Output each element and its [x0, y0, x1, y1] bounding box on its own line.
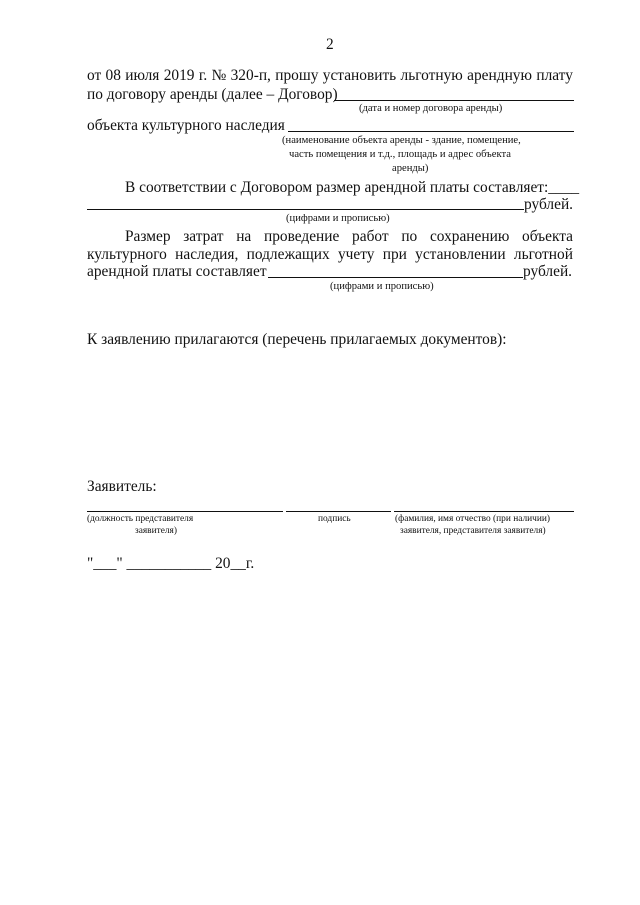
para3-line2-word: установлении — [415, 246, 506, 263]
para3-line1 — [125, 228, 573, 246]
para3-line2-word: наследия, — [175, 246, 239, 263]
para3-line2-word: льготной — [513, 246, 573, 263]
object-hint-3: аренды) — [392, 163, 429, 174]
date-day-blank[interactable]: ___ — [93, 555, 117, 572]
object-hint-2: часть помещения и т.д., площадь и адрес объекта — [289, 149, 511, 160]
date-open-quote: " — [87, 555, 94, 572]
para3-line3-start: арендной платы составляет — [87, 263, 267, 280]
para1-line1-word: прошу — [275, 67, 319, 84]
position-hint-2: заявителя) — [135, 526, 177, 536]
para1-line1-word: июля — [125, 67, 160, 84]
para1-line1-word: 320-п, — [230, 67, 271, 84]
contract-hint: (дата и номер договора аренды) — [359, 103, 503, 114]
name-blank-line[interactable] — [394, 511, 574, 512]
para1-line1-word: льготную — [400, 67, 463, 84]
object-hint-1: (наименование объекта аренды - здание, помещение, — [282, 135, 521, 146]
para2-rubles: рублей. — [524, 196, 574, 213]
para1-line3: объекта культурного наследия — [87, 117, 285, 134]
date-close-quote: " — [116, 555, 123, 572]
para3-line2-word: подлежащих — [246, 246, 330, 263]
contract-blank-line[interactable] — [334, 100, 574, 101]
signature-blank-line[interactable] — [286, 511, 391, 512]
para3-line2 — [87, 246, 573, 264]
para1-line1-word: № — [211, 67, 227, 84]
para3-line1-word: работ — [352, 228, 389, 245]
para3-line1-word: затрат — [183, 228, 224, 245]
position-blank-line[interactable] — [87, 511, 283, 512]
rent-amount-hint: (цифрами и прописью) — [286, 213, 390, 224]
para1-line1-word: г. — [198, 67, 208, 84]
page-number: 2 — [326, 36, 334, 53]
date-month-blank[interactable]: ___________ — [126, 555, 212, 572]
para1-line1-word: плату — [536, 67, 573, 84]
para3-line1-word: сохранению — [429, 228, 510, 245]
date-year-prefix: 20 — [215, 555, 231, 572]
para2-line1: В соответствии с Договором размер арендной платы составляет:____ — [125, 179, 580, 196]
para3-line1-word: на — [236, 228, 252, 245]
costs-amount-hint: (цифрами и прописью) — [330, 281, 434, 292]
para3-line1-word: Размер — [125, 228, 171, 245]
para1-line1-word: 2019 — [163, 67, 195, 84]
para1-line1-word: от — [87, 67, 102, 84]
para1-line1-word: 08 — [105, 67, 121, 84]
name-hint-1: (фамилия, имя отчество (при наличии) — [395, 514, 551, 524]
date-year-blank[interactable]: __ — [230, 555, 246, 572]
para3-line1-word: проведение — [263, 228, 340, 245]
date-line — [87, 555, 254, 573]
para3-rubles: рублей. — [523, 263, 573, 280]
para3-line2-word: при — [382, 246, 407, 263]
para1-line2: по договору аренды (далее – Договор) — [87, 86, 338, 103]
rent-amount-blank-line[interactable] — [87, 209, 524, 210]
para3-line2-word: учету — [337, 246, 375, 263]
applicant-label: Заявитель: — [87, 478, 157, 495]
signature-hint: подпись — [318, 514, 351, 524]
position-hint-1: (должность представителя — [87, 514, 194, 524]
para1-line1-word: арендную — [467, 67, 532, 84]
name-hint-2: заявителя, представителя заявителя) — [400, 526, 546, 536]
para1-line1 — [87, 67, 573, 85]
object-blank-line[interactable] — [288, 131, 574, 132]
attachments-heading: К заявлению прилагаются (перечень прилагаемых документов): — [87, 331, 507, 348]
costs-amount-blank-line[interactable] — [268, 277, 523, 278]
para3-line1-word: объекта — [522, 228, 573, 245]
para3-line2-word: культурного — [87, 246, 167, 263]
para1-line1-word: установить — [322, 67, 397, 84]
para3-line1-word: по — [401, 228, 418, 245]
date-year-suffix: г. — [245, 555, 255, 572]
